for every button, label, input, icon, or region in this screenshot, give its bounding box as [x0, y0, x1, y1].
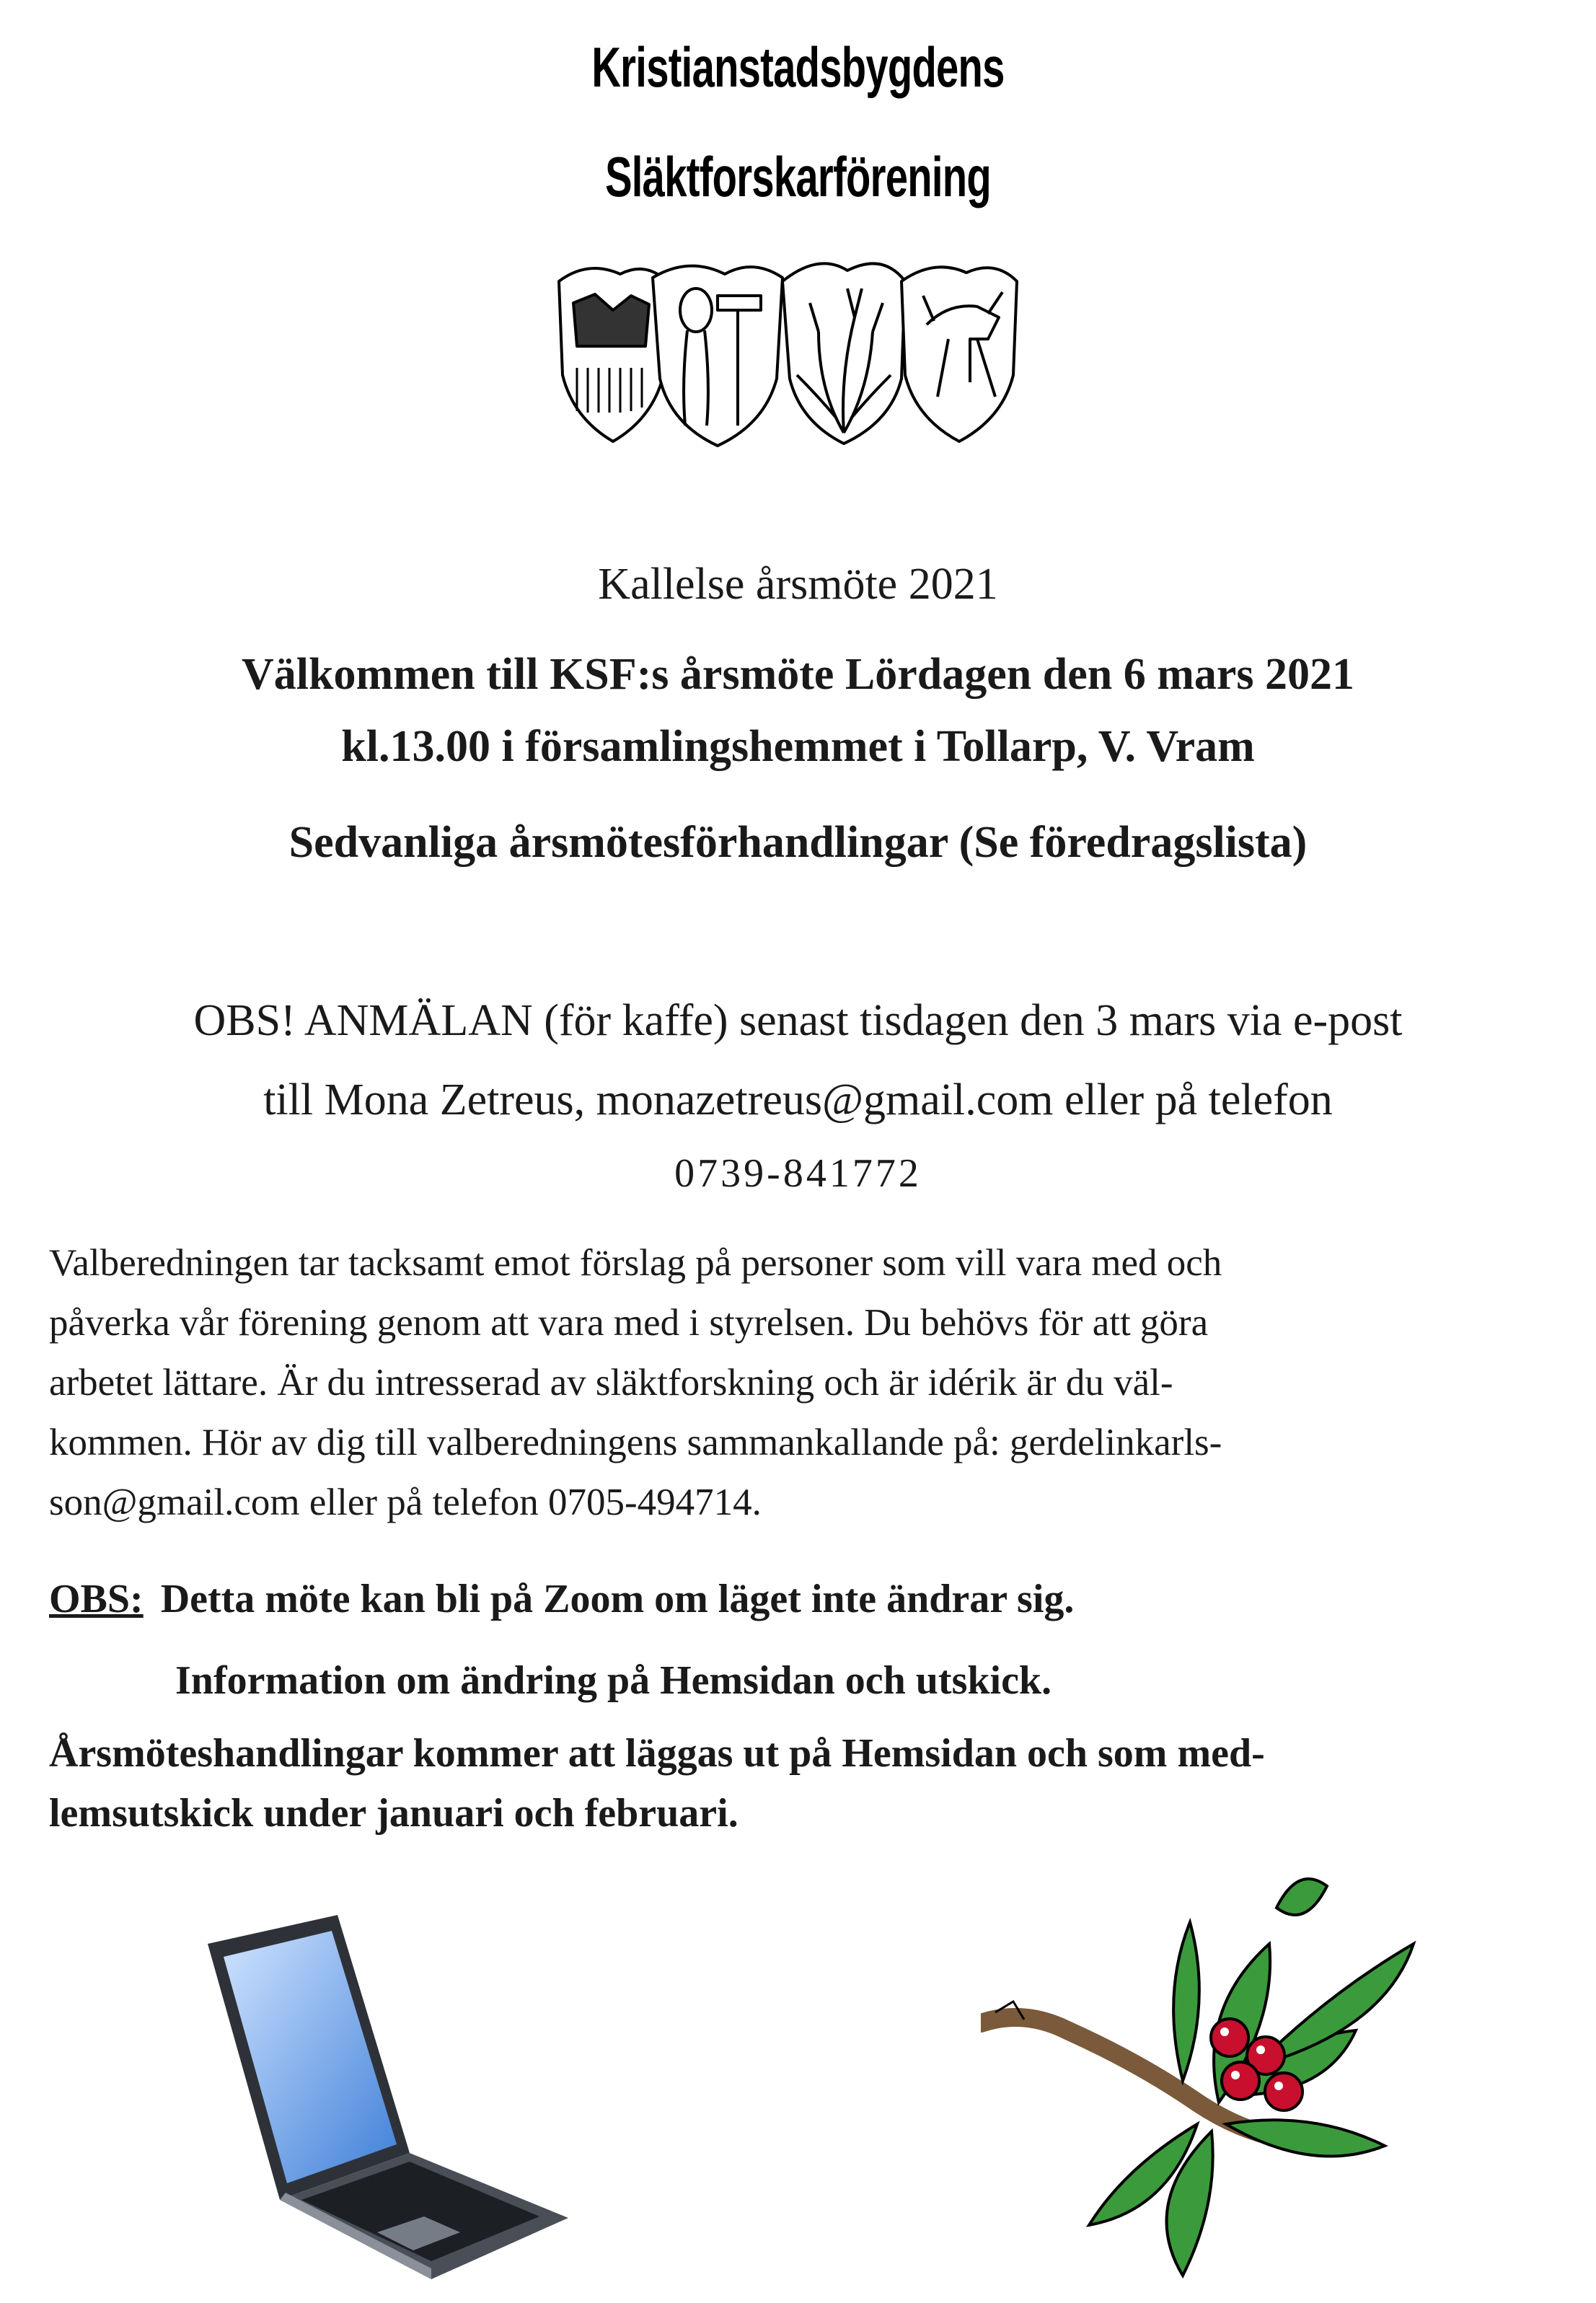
welcome-line1: Välkommen till KSF:s årsmöte Lördagen den 6 mars 2021: [241, 650, 1355, 699]
documents-line: lemsutskick under januari och februari.: [49, 1791, 739, 1836]
agenda-line: Sedvanliga årsmötesförhandlingar (Se föredragslista): [288, 818, 1308, 867]
meeting-title: Kallelse årsmöte 2021: [598, 560, 998, 609]
registration-line2: till Mona Zetreus, monazetreus@gmail.com eller på telefon: [263, 1075, 1333, 1124]
info-notice: Information om ändring på Hemsidan och utskick.: [175, 1658, 1052, 1703]
nomination-line: arbetet lättare. Är du intresserad av släktforskning och är idérik är du väl-: [49, 1362, 1173, 1404]
registration-line1: OBS! ANMÄLAN (för kaffe) senast tisdagen den 3 mars via e-post: [193, 996, 1403, 1045]
nomination-line: påverka vår förening genom att vara med i styrelsen. Du behövs för att göra: [49, 1302, 1209, 1344]
documents-line: Årsmöteshandlingar kommer att läggas ut på Hemsidan och som med-: [49, 1731, 1265, 1776]
laptop-icon: [193, 1915, 583, 2279]
zoom-text: Detta möte kan bli på Zoom om läget inte ändrar sig.: [160, 1577, 1075, 1621]
nomination-line: kommen. Hör av dig till valberedningens sammankallande på: gerdelinkarls-: [49, 1422, 1222, 1463]
registration-phone: 0739-841772: [674, 1151, 922, 1196]
berry-branch-icon: [981, 1864, 1478, 2297]
coat-of-arms-emblem: [545, 252, 1020, 447]
zoom-notice: [49, 1576, 1074, 1622]
org-name-line1: Kristianstadsbygdens: [591, 35, 1005, 99]
org-name-line2: Släktforskarförening: [605, 145, 991, 208]
nomination-paragraph: [49, 1233, 1556, 1533]
welcome-line2: kl.13.00 i församlingshemmet i Tollarp, V. Vram: [341, 722, 1255, 771]
nomination-line: son@gmail.com eller på telefon 0705-494714.: [49, 1481, 762, 1523]
documents-paragraph: [49, 1724, 1564, 1844]
obs-label: OBS:: [49, 1577, 144, 1621]
nomination-line: Valberedningen tar tacksamt emot förslag på personer som vill vara med och: [49, 1242, 1222, 1284]
